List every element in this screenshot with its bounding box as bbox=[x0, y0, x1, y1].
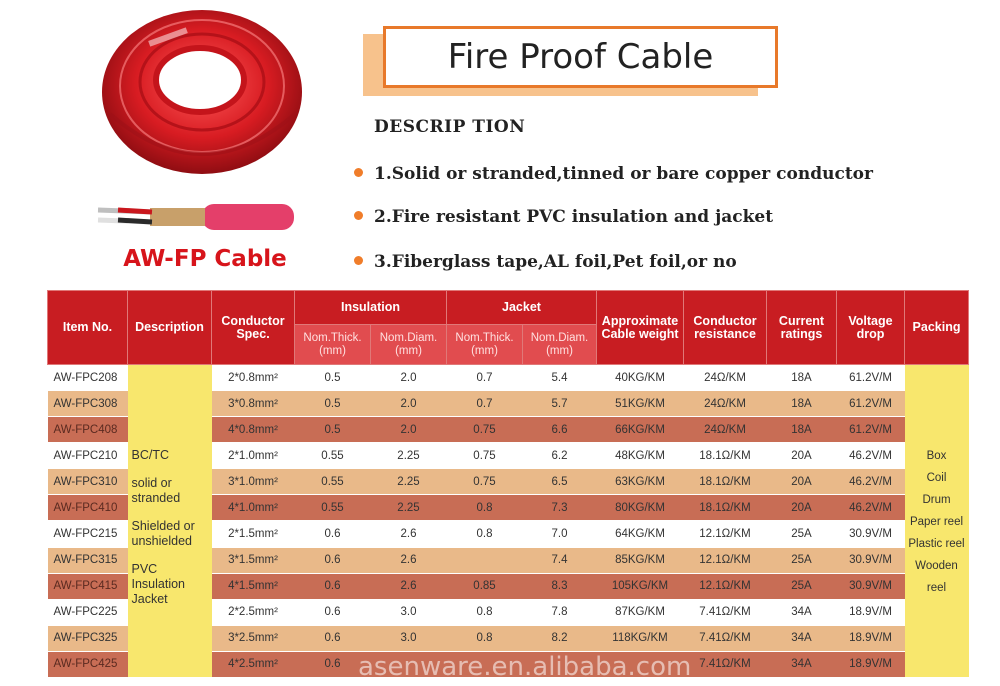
description-line: PVC Insulation Jacket bbox=[131, 562, 186, 606]
spec-table-body bbox=[48, 365, 969, 678]
cell-ins-thick: 0.55 bbox=[295, 469, 371, 495]
cell-ins-diam: 3.0 bbox=[371, 599, 447, 625]
cell-jac-thick: 0.75 bbox=[447, 469, 523, 495]
cell-spec: 3*1.5mm² bbox=[212, 547, 295, 573]
cell-jac-diam: 6.5 bbox=[523, 469, 597, 495]
header-jac-thick: Nom.Thick. (mm) bbox=[447, 325, 523, 365]
cell-item: AW-FPC410 bbox=[48, 495, 128, 521]
cell-item: AW-FPC208 bbox=[48, 365, 128, 391]
bullet-text: 2.Fire resistant PVC insulation and jacket bbox=[374, 207, 774, 227]
cell-resistance: 12.1Ω/KM bbox=[684, 521, 767, 547]
cell-jac-thick bbox=[447, 547, 523, 573]
cell-weight: 87KG/KM bbox=[597, 599, 684, 625]
description-line: solid or stranded bbox=[131, 476, 181, 505]
cell-jac-thick: 0.7 bbox=[447, 391, 523, 417]
description-bullet bbox=[354, 207, 773, 227]
cell-ins-diam: 3.0 bbox=[371, 625, 447, 651]
cable-coil-image bbox=[90, 4, 305, 244]
cell-ins-diam: 2.6 bbox=[371, 547, 447, 573]
cell-jac-diam: 5.7 bbox=[523, 391, 597, 417]
cell-voltage: 30.9V/M bbox=[837, 521, 905, 547]
cell-voltage: 46.2V/M bbox=[837, 495, 905, 521]
cell-spec: 2*1.5mm² bbox=[212, 521, 295, 547]
page-title: Fire Proof Cable bbox=[447, 37, 714, 77]
description-line: Shielded or unshielded bbox=[131, 519, 195, 548]
cell-item: AW-FPC408 bbox=[48, 417, 128, 443]
packing-option: Plastic reel bbox=[908, 538, 965, 550]
cell-current: 34A bbox=[767, 651, 837, 677]
cell-ins-diam: 2.25 bbox=[371, 495, 447, 521]
cell-current: 25A bbox=[767, 573, 837, 599]
cell-resistance: 24Ω/KM bbox=[684, 365, 767, 391]
cell-ins-thick: 0.55 bbox=[295, 495, 371, 521]
cell-ins-thick: 0.5 bbox=[295, 417, 371, 443]
cell-jac-thick: 0.8 bbox=[447, 599, 523, 625]
header-current: Current ratings bbox=[767, 291, 837, 365]
description-bullet bbox=[354, 164, 873, 184]
cell-item: AW-FPC415 bbox=[48, 573, 128, 599]
cell-weight: 48KG/KM bbox=[597, 443, 684, 469]
cell-item: AW-FPC215 bbox=[48, 521, 128, 547]
cell-description bbox=[128, 365, 212, 678]
cell-voltage: 18.9V/M bbox=[837, 651, 905, 677]
cell-weight: 63KG/KM bbox=[597, 469, 684, 495]
cell-item: AW-FPC210 bbox=[48, 443, 128, 469]
cell-ins-thick: 0.5 bbox=[295, 391, 371, 417]
cell-resistance: 24Ω/KM bbox=[684, 417, 767, 443]
cell-current: 34A bbox=[767, 625, 837, 651]
cell-ins-diam: 2.6 bbox=[371, 573, 447, 599]
cell-voltage: 46.2V/M bbox=[837, 469, 905, 495]
cell-ins-thick: 0.6 bbox=[295, 599, 371, 625]
cell-current: 20A bbox=[767, 443, 837, 469]
cell-current: 34A bbox=[767, 599, 837, 625]
cell-resistance: 7.41Ω/KM bbox=[684, 599, 767, 625]
cell-ins-diam: 2.0 bbox=[371, 417, 447, 443]
cell-item: AW-FPC225 bbox=[48, 599, 128, 625]
cell-weight: 85KG/KM bbox=[597, 547, 684, 573]
packing-option: Wooden reel bbox=[915, 560, 958, 594]
packing-option: Paper reel bbox=[909, 516, 964, 528]
cell-resistance: 7.41Ω/KM bbox=[684, 625, 767, 651]
bullet-text: 3.Fiberglass tape,AL foil,Pet foil,or no bbox=[374, 252, 737, 272]
packing-option: Drum bbox=[922, 494, 951, 506]
cell-spec: 2*0.8mm² bbox=[212, 365, 295, 391]
cell-current: 25A bbox=[767, 547, 837, 573]
packing-option: Box bbox=[926, 450, 947, 462]
header-insulation: Insulation bbox=[295, 291, 447, 325]
cell-jac-thick: 0.8 bbox=[447, 495, 523, 521]
cell-packing bbox=[905, 365, 969, 678]
cell-jac-thick: 0.75 bbox=[447, 417, 523, 443]
cell-jac-diam: 5.4 bbox=[523, 365, 597, 391]
cell-item: AW-FPC425 bbox=[48, 651, 128, 677]
cell-weight: 105KG/KM bbox=[597, 573, 684, 599]
bullet-dot-icon bbox=[354, 211, 363, 220]
bullet-text: 1.Solid or stranded,tinned or bare copper conductor bbox=[374, 164, 873, 184]
description-heading: DESCRIP TION bbox=[374, 117, 526, 137]
watermark: asenware.en.alibaba.com bbox=[358, 652, 692, 682]
cell-voltage: 30.9V/M bbox=[837, 547, 905, 573]
cell-spec: 4*2.5mm² bbox=[212, 651, 295, 677]
cell-voltage: 61.2V/M bbox=[837, 417, 905, 443]
cell-ins-diam: 2.0 bbox=[371, 365, 447, 391]
cell-ins-thick: 0.6 bbox=[295, 625, 371, 651]
cell-ins-diam: 2.25 bbox=[371, 443, 447, 469]
cell-item: AW-FPC308 bbox=[48, 391, 128, 417]
cell-weight: 80KG/KM bbox=[597, 495, 684, 521]
cell-spec: 2*2.5mm² bbox=[212, 599, 295, 625]
cell-ins-thick: 0.6 bbox=[295, 651, 371, 677]
cell-voltage: 18.9V/M bbox=[837, 625, 905, 651]
cell-jac-diam: 8.2 bbox=[523, 625, 597, 651]
cell-voltage: 30.9V/M bbox=[837, 573, 905, 599]
cell-ins-thick: 0.5 bbox=[295, 365, 371, 391]
cell-current: 25A bbox=[767, 521, 837, 547]
cell-spec: 3*1.0mm² bbox=[212, 469, 295, 495]
cell-current: 18A bbox=[767, 391, 837, 417]
cell-jac-diam: 8.3 bbox=[523, 573, 597, 599]
cell-voltage: 61.2V/M bbox=[837, 365, 905, 391]
table-row bbox=[48, 365, 969, 391]
cell-spec: 4*1.0mm² bbox=[212, 495, 295, 521]
cell-ins-thick: 0.55 bbox=[295, 443, 371, 469]
header-item: Item No. bbox=[48, 291, 128, 365]
cell-current: 20A bbox=[767, 469, 837, 495]
cell-jac-diam: 6.2 bbox=[523, 443, 597, 469]
cell-current: 18A bbox=[767, 365, 837, 391]
cell-jac-diam: 6.6 bbox=[523, 417, 597, 443]
cell-resistance: 24Ω/KM bbox=[684, 391, 767, 417]
header-ins-diam: Nom.Diam. (mm) bbox=[371, 325, 447, 365]
cell-item: AW-FPC315 bbox=[48, 547, 128, 573]
cell-jac-diam: 7.8 bbox=[523, 599, 597, 625]
cell-ins-thick: 0.6 bbox=[295, 521, 371, 547]
cell-weight: 40KG/KM bbox=[597, 365, 684, 391]
cell-ins-diam: 2.6 bbox=[371, 521, 447, 547]
header-jacket: Jacket bbox=[447, 291, 597, 325]
cell-jac-diam: 7.4 bbox=[523, 547, 597, 573]
cell-ins-diam: 2.25 bbox=[371, 469, 447, 495]
cell-voltage: 18.9V/M bbox=[837, 599, 905, 625]
cell-ins-diam: 2.0 bbox=[371, 391, 447, 417]
cell-jac-thick: 0.8 bbox=[447, 521, 523, 547]
cell-resistance: 18.1Ω/KM bbox=[684, 469, 767, 495]
cell-ins-thick: 0.6 bbox=[295, 547, 371, 573]
header-description: Description bbox=[128, 291, 212, 365]
cell-voltage: 46.2V/M bbox=[837, 443, 905, 469]
bullet-dot-icon bbox=[354, 168, 363, 177]
header-resistance: Conductor resistance bbox=[684, 291, 767, 365]
cell-item: AW-FPC325 bbox=[48, 625, 128, 651]
header-jac-diam: Nom.Diam. (mm) bbox=[523, 325, 597, 365]
title-box bbox=[383, 26, 778, 88]
cell-spec: 2*1.0mm² bbox=[212, 443, 295, 469]
cell-weight: 51KG/KM bbox=[597, 391, 684, 417]
cell-resistance: 18.1Ω/KM bbox=[684, 495, 767, 521]
cell-spec: 4*1.5mm² bbox=[212, 573, 295, 599]
cell-resistance: 12.1Ω/KM bbox=[684, 547, 767, 573]
description-line: BC/TC bbox=[131, 448, 169, 462]
header-packing: Packing bbox=[905, 291, 969, 365]
cell-resistance: 12.1Ω/KM bbox=[684, 573, 767, 599]
cell-spec: 3*0.8mm² bbox=[212, 391, 295, 417]
cell-jac-thick: 0.8 bbox=[447, 625, 523, 651]
header-weight: Approximate Cable weight bbox=[597, 291, 684, 365]
packing-option: Coil bbox=[926, 472, 947, 484]
cell-jac-diam: 7.0 bbox=[523, 521, 597, 547]
cell-resistance: 18.1Ω/KM bbox=[684, 443, 767, 469]
cell-jac-diam: 7.3 bbox=[523, 495, 597, 521]
bullet-dot-icon bbox=[354, 256, 363, 265]
cell-weight: 64KG/KM bbox=[597, 521, 684, 547]
cell-ins-thick: 0.6 bbox=[295, 573, 371, 599]
cell-spec: 4*0.8mm² bbox=[212, 417, 295, 443]
spec-table bbox=[47, 290, 969, 678]
cell-spec: 3*2.5mm² bbox=[212, 625, 295, 651]
header-ins-thick: Nom.Thick. (mm) bbox=[295, 325, 371, 365]
cell-voltage: 61.2V/M bbox=[837, 391, 905, 417]
cell-item: AW-FPC310 bbox=[48, 469, 128, 495]
cell-jac-thick: 0.85 bbox=[447, 573, 523, 599]
header-voltage: Voltage drop bbox=[837, 291, 905, 365]
product-caption: AW-FP Cable bbox=[123, 246, 287, 272]
cell-current: 20A bbox=[767, 495, 837, 521]
description-bullet bbox=[354, 252, 737, 272]
cell-weight: 66KG/KM bbox=[597, 417, 684, 443]
cell-current: 18A bbox=[767, 417, 837, 443]
header-conductor: Conductor Spec. bbox=[212, 291, 295, 365]
cell-weight: 118KG/KM bbox=[597, 625, 684, 651]
cell-jac-thick: 0.75 bbox=[447, 443, 523, 469]
cell-jac-thick: 0.7 bbox=[447, 365, 523, 391]
cell-resistance: 7.41Ω/KM bbox=[684, 651, 767, 677]
